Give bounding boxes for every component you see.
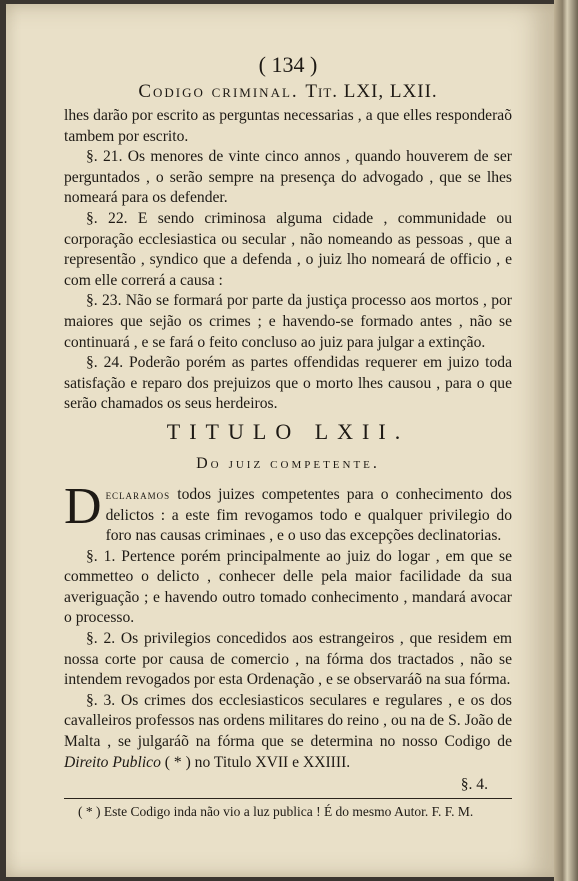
paragraph-continuation: lhes darão por escrito as perguntas necessarias , a que elles responderaõ tambem por escrito. [64,107,512,145]
page-text [64,52,512,820]
running-head-left: Codigo criminal. [138,81,299,102]
section-23: §. 23. Não se formará por parte da justiça processo aos mortos , por maiores que sejão os crimes ; e havendo-se formado antes , não se continuará , e se fará o feito concluso ao juiz para julgar a extinção. [64,292,512,351]
drop-cap: D [64,477,102,535]
book-page [6,4,554,877]
section-3 [64,691,512,773]
intro-paragraph [64,477,512,547]
section-3-italic: Direito Publico [64,753,161,771]
section-3-text: §. 3. Os crimes dos ecclesiasticos seculares e regulares , e os dos cavalleiros professos nas ordens militares do reino , ou na de S. João de Malta , se julgaráõ na fórma que se determina no nosso Codigo de [64,691,512,751]
page-number: ( 134 ) [258,52,318,77]
catchword: §. 4. [460,776,488,794]
chapter-subtitle: Do juiz competente. [196,454,380,472]
first-word: eclaramos [105,486,171,502]
section-2: §. 2. Os privilegios concedidos aos estrangeiros , que residem em nossa corte por causa de comercio , na fórma dos tractados , não se intendem revogados por esta Ordenação , e se observaráõ na sua fórma. [64,630,512,689]
footnote: ( * ) Este Codigo inda não vio a luz publica ! É do mesmo Autor. F. F. M. [78,803,474,819]
running-head-right: Tit. LXI, LXII. [305,81,438,102]
section-24: §. 24. Poderão porém as partes offendidas requerer em juizo toda satisfação e reparo dos prejuizos que o morto lhes causou , para o que serão chamados os seus herdeiros. [64,354,512,413]
intro-text: todos juizes competentes para o conhecimento dos delictos : a este fim revogamos todo e qualquer privilegio do foro nas causas criminaes , e o uso das excepções declinatorias. [105,485,512,545]
chapter-title: TITULO LXII. [166,418,410,444]
running-head [64,80,512,104]
section-22: §. 22. E sendo criminosa alguma cidade , communidade ou corporação ecclesiastica ou secular , não nomeando as pessoas , que a representão , syndico que a defenda , o juiz lho nomeará de officio , e com elle correrá a causa : [64,209,512,289]
footnote-rule [64,798,512,799]
section-21: §. 21. Os menores de vinte cinco annos , quando houverem de ser perguntados , o serão sempre na presença do advogado , que se lhes nomeará para os defender. [64,148,512,207]
section-3-tail: ( * ) no Titulo XVII e XXIIII. [164,753,351,771]
page-edge [554,0,578,881]
section-1: §. 1. Pertence porém principalmente ao juiz do logar , em que se commetteo o delicto , conhecer delle pela maior facilidade da sua averiguação ; e havendo outro tomado conhecimento , mandará avocar o processo. [64,547,512,627]
